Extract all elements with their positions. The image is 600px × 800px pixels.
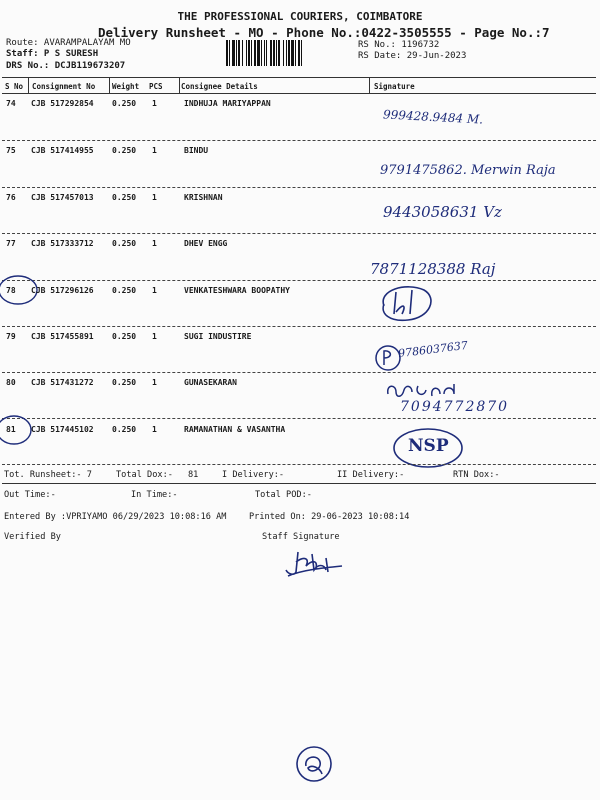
row-signature: 999428.9484 M. <box>382 107 484 127</box>
barcode-bar <box>291 40 294 66</box>
row-pcs: 1 <box>152 425 157 434</box>
table-top-rule <box>2 77 596 78</box>
row-sno: 81 <box>6 425 16 434</box>
barcode-bar <box>273 40 275 66</box>
verified-by: Verified By <box>4 532 61 542</box>
row-pcs: 1 <box>152 239 157 248</box>
row-pcs: 1 <box>152 99 157 108</box>
barcode-bar <box>261 40 262 66</box>
barcode-bar <box>254 40 256 66</box>
out-time: Out Time:- <box>4 490 56 500</box>
staff: Staff: P S SURESH <box>6 49 99 59</box>
company-name: THE PROFESSIONAL COURIERS, COIMBATORE <box>177 10 423 23</box>
entered-by: Entered By :VPRIYAMO 06/29/2023 10:08:16 AM <box>4 512 227 522</box>
barcode-bar <box>226 40 228 66</box>
row-sno: 78 <box>6 286 16 295</box>
rtn-dox: RTN Dox:- <box>453 470 500 480</box>
row-consignment: CJB 517296126 <box>31 286 94 295</box>
col-header-signature: Signature <box>374 82 415 91</box>
row-separator <box>2 140 596 141</box>
row-pcs: 1 <box>152 286 157 295</box>
row-consignment: CJB 517445102 <box>31 425 94 434</box>
i-delivery: I Delivery:- <box>222 470 285 480</box>
row-signature: 9786037637 <box>397 338 469 361</box>
barcode-bar <box>276 40 277 66</box>
barcode-bar <box>283 40 284 66</box>
row-pcs: 1 <box>152 193 157 202</box>
drs-number: DRS No.: DCJB119673207 <box>6 61 126 71</box>
total-pod: Total POD:- <box>255 490 312 500</box>
row-consignee: KRISHNAN <box>184 193 223 202</box>
row-sno: 79 <box>6 332 16 341</box>
rs-date: RS Date: 29-Jun-2023 <box>358 51 467 61</box>
barcode-bar <box>298 40 300 66</box>
col-header-pcs: PCS <box>149 82 163 91</box>
row-weight: 0.250 <box>112 425 137 434</box>
total-dox-value: 81 <box>188 470 199 480</box>
row-separator <box>2 326 596 327</box>
row-weight: 0.250 <box>112 193 137 202</box>
barcode-bar <box>270 40 272 66</box>
row-weight: 0.250 <box>112 99 137 108</box>
row-consignment: CJB 517292854 <box>31 99 94 108</box>
barcode-bar <box>251 40 252 66</box>
in-time: In Time:- <box>131 490 178 500</box>
row-weight: 0.250 <box>112 332 137 341</box>
column-divider <box>369 77 370 93</box>
row-consignment: CJB 517333712 <box>31 239 94 248</box>
barcode-bar <box>248 40 250 66</box>
barcode-bar <box>242 40 243 66</box>
row-weight: 0.250 <box>112 146 137 155</box>
barcode-bar <box>246 40 247 66</box>
barcode-bar <box>229 40 230 66</box>
row-weight: 0.250 <box>112 239 137 248</box>
barcode <box>226 40 352 66</box>
row-separator <box>2 280 596 281</box>
runsheet-title: Delivery Runsheet - MO - Phone No.:0422-3505555 - Page No.:7 <box>98 25 550 40</box>
signature-scribble <box>376 282 436 324</box>
row-signature: 7871128388 Raj <box>370 260 496 278</box>
barcode-bar <box>232 40 235 66</box>
row-signature: 9791475862. Merwin Raja <box>380 163 556 178</box>
row-separator <box>2 464 596 465</box>
row-separator <box>2 418 596 419</box>
row-consignee: GUNASEKARAN <box>184 378 237 387</box>
ink-circle-mark <box>294 744 334 784</box>
row-consignee: SUGI INDUSTIRE <box>184 332 252 341</box>
col-header-weight: Weight <box>112 82 140 91</box>
col-header-consignee: Consignee Details <box>181 82 258 91</box>
row-separator <box>2 372 596 373</box>
row-consignee: BINDU <box>184 146 209 155</box>
rs-number: RS No.: 1196732 <box>358 40 440 50</box>
col-header-sno: S No <box>5 82 24 91</box>
footer-rule <box>2 483 596 484</box>
staff-signature-label: Staff Signature <box>262 532 340 542</box>
barcode-bar <box>295 40 296 66</box>
barcode-bar <box>238 40 240 66</box>
row-consignee: INDHUJA MARIYAPPAN <box>184 99 271 108</box>
row-consignment: CJB 517414955 <box>31 146 94 155</box>
row-consignee: VENKATESHWARA BOOPATHY <box>184 286 290 295</box>
ii-delivery: II Delivery:- <box>337 470 405 480</box>
barcode-bar <box>264 40 265 66</box>
barcode-bar <box>278 40 280 66</box>
barcode-bar <box>266 40 267 66</box>
total-dox-label: Total Dox:- <box>116 470 173 480</box>
row-separator <box>2 187 596 188</box>
row-consignee: DHEV ENGG <box>184 239 228 248</box>
row-sno: 74 <box>6 99 16 108</box>
row-consignee: RAMANATHAN & VASANTHA <box>184 425 286 434</box>
row-sno: 80 <box>6 378 16 387</box>
barcode-bar <box>288 40 290 66</box>
row-signature: 9443058631 Vz <box>383 203 502 221</box>
row-pcs: 1 <box>152 378 157 387</box>
barcode-bar <box>236 40 237 66</box>
barcode-bar <box>257 40 260 66</box>
row-signature: 7094772870 <box>400 399 510 415</box>
row-signature: NSP <box>408 436 449 456</box>
row-consignment: CJB 517457013 <box>31 193 94 202</box>
total-runsheet: Tot. Runsheet:- 7 <box>4 470 92 480</box>
route: Route: AVARAMPALAYAM MO <box>6 38 131 48</box>
barcode-bar <box>301 40 302 66</box>
row-consignment: CJB 517431272 <box>31 378 94 387</box>
row-weight: 0.250 <box>112 378 137 387</box>
table-header-rule <box>2 93 596 94</box>
printed-on: Printed On: 29-06-2023 10:08:14 <box>249 512 410 522</box>
row-sno: 77 <box>6 239 16 248</box>
column-divider <box>179 77 180 93</box>
row-separator <box>2 233 596 234</box>
col-header-consignment: Consignment No <box>32 82 96 91</box>
row-sno: 76 <box>6 193 16 202</box>
row-consignment: CJB 517455891 <box>31 332 94 341</box>
row-weight: 0.250 <box>112 286 137 295</box>
column-divider <box>109 77 110 93</box>
row-sno: 75 <box>6 146 16 155</box>
row-pcs: 1 <box>152 332 157 341</box>
column-divider <box>28 77 29 93</box>
staff-signature-scribble <box>282 546 352 580</box>
row-pcs: 1 <box>152 146 157 155</box>
barcode-bar <box>286 40 287 66</box>
